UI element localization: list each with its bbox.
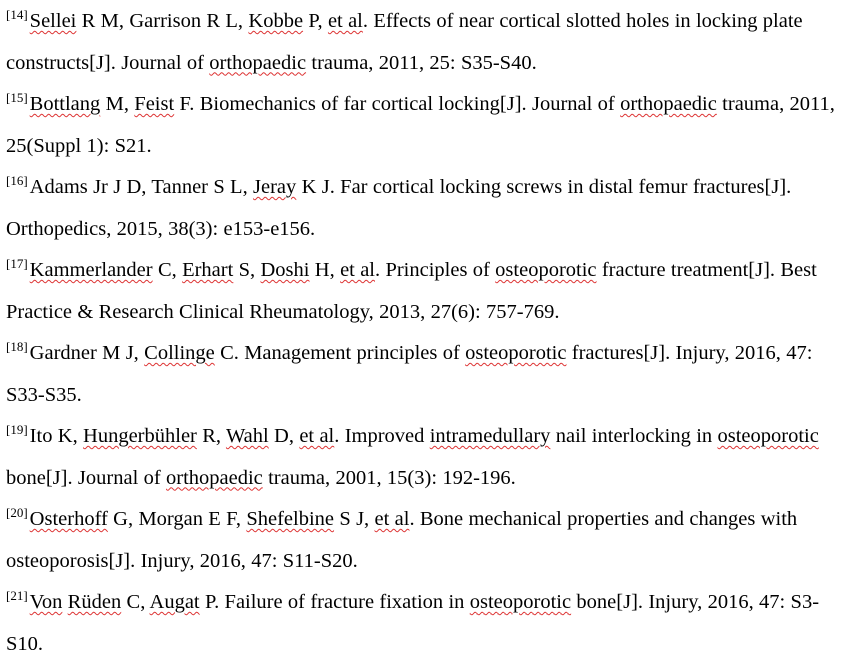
reference-text: C. Management principles of <box>214 342 466 364</box>
spellcheck-flagged-word: Jeray <box>253 176 297 198</box>
reference-text: Adams Jr J D, Tanner S L, <box>29 176 254 198</box>
reference-entry <box>6 250 838 333</box>
reference-entry <box>6 84 838 167</box>
spellcheck-flagged-word: et al <box>374 508 410 530</box>
reference-text: Gardner M J, <box>29 342 145 364</box>
spellcheck-flagged-word: osteoporotic <box>465 342 567 364</box>
reference-entry <box>6 1 838 84</box>
reference-text: . Effects of near cortical slotted holes in locking plate constructs[J]. Journal of <box>6 10 803 74</box>
spellcheck-flagged-word: Osterhoff <box>29 508 108 530</box>
reference-text: D, <box>268 425 300 447</box>
spellcheck-flagged-word: Hungerbühler <box>83 425 197 447</box>
reference-text: C, <box>152 259 183 281</box>
reference-text: fracture treatment[J]. Best Practice & Research Clinical Rheumatology, 2013, 27(6): 757-769. <box>6 259 817 323</box>
reference-entry <box>6 582 838 665</box>
reference-text: Ito K, <box>29 425 84 447</box>
reference-text: S J, <box>334 508 375 530</box>
spellcheck-flagged-word: Kammerlander <box>29 259 153 281</box>
spellcheck-flagged-word: Erhart <box>182 259 234 281</box>
reference-text: nail interlocking in <box>550 425 718 447</box>
reference-text: . Improved <box>334 425 430 447</box>
reference-text: S, <box>233 259 261 281</box>
reference-text: K J. Far cortical locking screws in distal femur fractures[J]. Orthopedics, 2015, 38(3): e153-e156. <box>6 176 792 240</box>
reference-text: F. Biomechanics of far cortical locking[J]. Journal of <box>174 93 621 115</box>
reference-number: [16] <box>6 173 28 188</box>
reference-text: bone[J]. Journal of <box>6 466 167 489</box>
reference-number: [17] <box>6 256 28 271</box>
reference-number: [21] <box>6 588 28 603</box>
spellcheck-flagged-word: Sellei <box>29 10 77 32</box>
spellcheck-flagged-word: Wahl <box>225 425 269 447</box>
reference-text: R, <box>196 425 226 447</box>
reference-text: R M, Garrison R L, <box>76 10 249 32</box>
reference-text: trauma, 2011, 25: S35-S40. <box>306 51 537 74</box>
spellcheck-flagged-word: Kobbe <box>248 10 304 32</box>
reference-text: . Principles of <box>375 259 496 281</box>
reference-text: trauma, 2011, 25(Suppl 1): S21. <box>6 93 835 157</box>
spellcheck-flagged-word: osteoporotic <box>495 259 597 281</box>
spellcheck-flagged-word: et al <box>327 10 363 32</box>
reference-text: fractures[J]. Injury, 2016, 47: S33-S35. <box>6 342 813 406</box>
reference-entry <box>6 416 838 499</box>
spellcheck-flagged-word: Feist <box>134 93 175 115</box>
spellcheck-flagged-word: Shefelbine <box>246 508 335 530</box>
spellcheck-flagged-word: Doshi <box>260 259 310 281</box>
reference-number: [19] <box>6 422 28 437</box>
spellcheck-flagged-word: orthopaedic <box>620 93 717 115</box>
reference-number: [14] <box>6 7 28 22</box>
reference-text: C, <box>121 591 150 613</box>
reference-text: P, <box>303 10 328 32</box>
reference-text: trauma, 2001, 15(3): 192-196. <box>262 466 516 489</box>
reference-text: . Bone mechanical properties and changes with osteoporosis[J]. Injury, 2016, 47: S11-S20. <box>6 508 798 572</box>
spellcheck-flagged-word: Collinge <box>144 342 215 364</box>
reference-list <box>0 1 844 662</box>
reference-number: [15] <box>6 90 28 105</box>
reference-text: H, <box>309 259 341 281</box>
spellcheck-flagged-word: orthopaedic <box>166 466 263 489</box>
spellcheck-flagged-word: et al <box>340 259 375 281</box>
reference-entry <box>6 167 838 250</box>
spellcheck-flagged-word: Von <box>29 591 63 613</box>
reference-text: M, <box>100 93 135 115</box>
spellcheck-flagged-word: Rüden <box>67 591 122 613</box>
spellcheck-flagged-word: osteoporotic <box>469 591 572 613</box>
spellcheck-flagged-word: intramedullary <box>429 425 551 447</box>
reference-number: [18] <box>6 339 28 354</box>
reference-entry <box>6 333 838 416</box>
reference-text: G, Morgan E F, <box>107 508 247 530</box>
reference-number: [20] <box>6 505 28 520</box>
reference-text: bone[J]. Injury, 2016, 47: S3-S10. <box>6 591 820 655</box>
spellcheck-flagged-word: Bottlang <box>29 93 101 115</box>
spellcheck-flagged-word: Augat <box>149 591 200 613</box>
spellcheck-flagged-word: osteoporotic <box>717 425 819 447</box>
spellcheck-flagged-word: orthopaedic <box>209 51 307 74</box>
spellcheck-flagged-word: et al <box>299 425 335 447</box>
reference-entry <box>6 499 838 582</box>
reference-text: P. Failure of fracture fixation in <box>199 591 470 613</box>
